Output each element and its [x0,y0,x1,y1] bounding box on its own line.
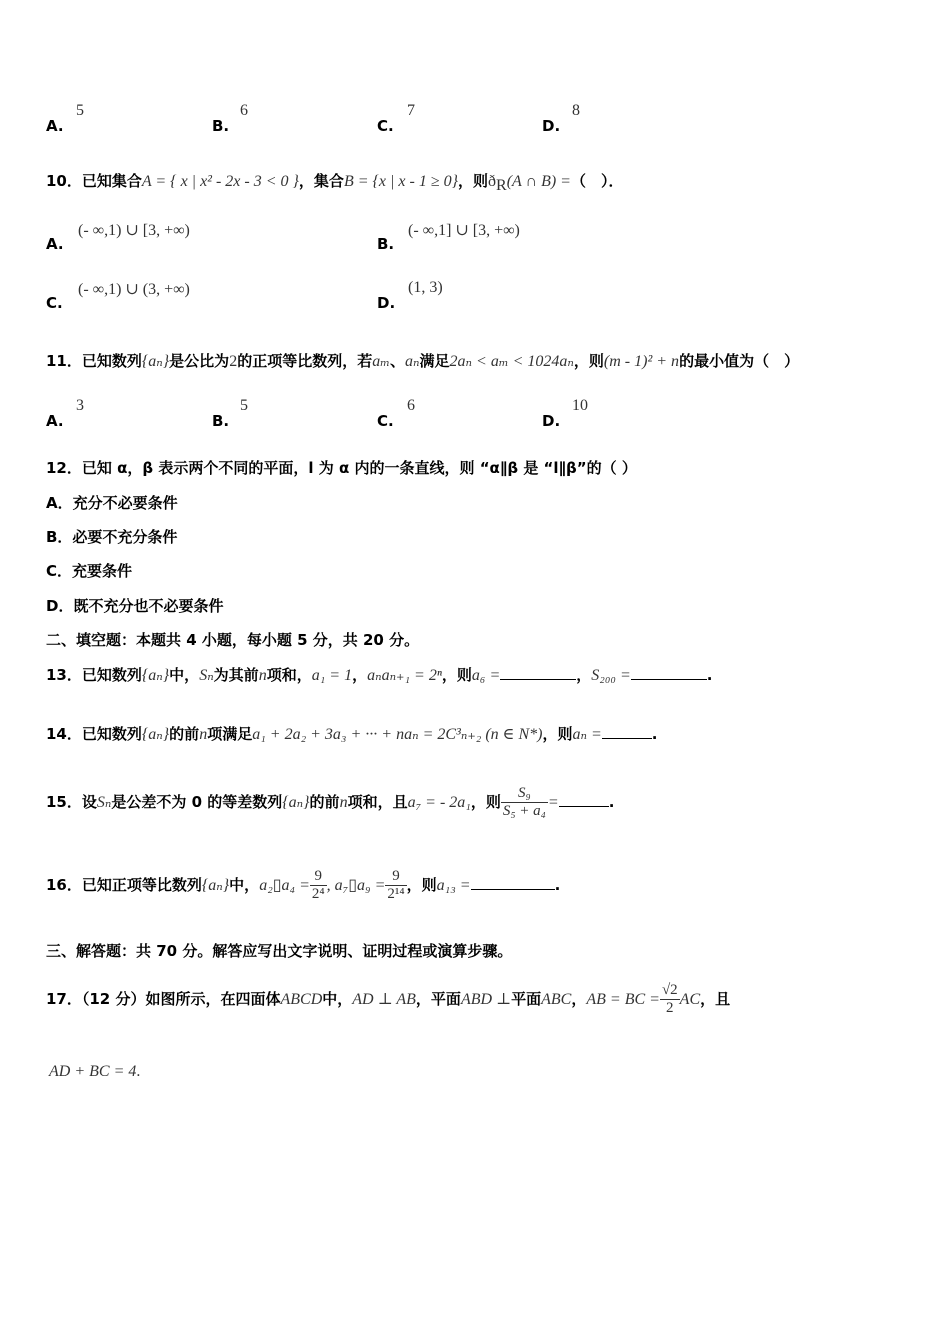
q17-line-2 [49,1062,140,1081]
q16-cond-2: , a₇▯a₉ = [326,877,386,894]
q11-option-b-value: 5 [240,397,248,414]
q17-text: ， [571,990,587,1008]
section-2-heading: 二、填空题：本题共 4 小题，每小题 5 分，共 20 分。 [46,631,420,649]
q15-number: 15． [46,793,82,811]
q15-fraction-numerator: S₉ [501,785,548,803]
q14-text: 项满足 [207,725,253,743]
q16-fraction-2-denominator: 2¹⁴ [387,886,405,902]
q17-fraction-numerator: √2 [661,982,678,998]
q11-inequality: 2aₙ < aₘ < 1024aₙ [449,353,574,370]
q11-text: 是公比为 [169,352,230,370]
q13-text: 项和， [266,666,312,684]
q10-complement-symbol: ð [488,173,497,190]
q10-set-a: A = { x | x² - 2x - 3 < 0 } [141,173,299,190]
q9-option-a-label[interactable]: A. [46,117,64,135]
q10-set-b: B = {x | x - 1 ≥ 0} [343,173,459,190]
q16-text: 已知正项等比数列 [81,876,202,894]
q10-expression: (A ∩ B) = [506,173,571,190]
q17-text: 平面 [511,990,542,1008]
q13-text: 中， [169,666,200,684]
q9-option-b-label[interactable]: B. [212,117,230,135]
question-11 [46,350,799,371]
q10-option-c-label[interactable]: C. [46,294,63,312]
q14-number: 14． [46,725,82,743]
q11-text: 的正项等比数列，若 [237,352,373,370]
q13-text: ，则 [441,666,472,684]
q11-option-d-label[interactable]: D. [542,412,561,430]
q11-an: aₙ [405,353,420,370]
q13-s200-answer-blank[interactable] [631,665,707,680]
q14-text: . [651,725,658,743]
q16-answer-blank[interactable] [471,875,555,890]
q13-text: . [706,666,713,684]
q9-option-d-value: 8 [572,102,580,119]
q11-text: 的最小值为（ ） [679,352,800,370]
q10-text: 已知集合 [81,172,142,190]
question-10 [46,170,623,195]
q9-option-b-value: 6 [240,102,248,119]
q17-condition-3: AD + BC = 4 [49,1063,137,1080]
q10-option-b-value: (- ∞,1] ∪ [3, +∞) [408,222,520,239]
q15-text: 设 [81,793,97,811]
q15-text: 的前 [309,793,340,811]
q17-abcd: ABCD [280,991,323,1008]
q17-fraction [660,982,680,1017]
q16-fraction-1-denominator: 2⁴ [311,886,325,902]
q16-number: 16． [46,876,82,894]
q15-text: 项和，且 [347,793,408,811]
q13-sn: Sₙ [199,667,214,684]
q15-n: n [339,794,348,811]
q11-text: 满足 [419,352,450,370]
q11-am: aₘ [372,353,391,370]
q9-option-d-label[interactable]: D. [542,117,561,135]
q11-number: 11． [46,352,82,370]
q15-equals: = [547,794,559,811]
question-13 [46,664,712,685]
q11-option-a-value: 3 [76,397,84,414]
q13-text: ， [576,666,592,684]
q15-text: 是公差不为 0 的等差数列 [111,793,283,811]
q13-a6: a₆ = [471,667,501,684]
q10-option-d-value: (1, 3) [408,279,443,296]
q16-text: 中， [229,876,260,894]
q15-fraction-denominator: S₅ + a₄ [502,803,546,819]
q10-text: （ ）． [570,172,624,190]
q15-answer-blank[interactable] [559,792,609,807]
q10-option-d-label[interactable]: D. [377,294,396,312]
q14-sequence: {aₙ} [141,726,170,743]
q10-text: ，集合 [298,172,344,190]
q15-sequence: {aₙ} [282,794,310,811]
question-17 [46,982,730,1017]
section-3-heading: 三、解答题：共 70 分。解答应写出文字说明、证明过程或演算步骤。 [46,942,513,960]
q13-a6-answer-blank[interactable] [500,665,576,680]
q14-text: ，则 [542,725,573,743]
q17-text: ，且 [700,990,731,1008]
q13-s200: S₂₀₀ = [591,667,631,684]
q10-option-c-value: (- ∞,1) ∪ (3, +∞) [78,281,190,298]
q11-text: 已知数列 [81,352,142,370]
q10-complement-sub: R [496,177,507,194]
question-12-stem: 12．已知 α，β 表示两个不同的平面，l 为 α 内的一条直线，则 “α∥β 是 “l∥β”的（ ） [46,459,637,477]
q16-text: ，则 [406,876,437,894]
q13-text: ， [352,666,368,684]
q13-relation: aₙaₙ₊₁ = 2ⁿ [367,667,442,684]
q12-option-b[interactable]: B．必要不充分条件 [46,528,178,546]
q17-cond-2: AB = BC = [586,991,660,1008]
q17-text: 中， [322,990,353,1008]
q11-text: ，则 [573,352,604,370]
q16-text: . [554,876,561,894]
q17-fraction-denominator: 2 [666,1000,674,1016]
q13-number: 13． [46,666,82,684]
q11-option-c-value: 6 [407,397,415,414]
q9-option-c-value: 7 [407,102,415,119]
q17-abd: ABD ⊥ [460,991,512,1008]
q17-number: 17． [46,990,82,1008]
q14-n: n [199,726,208,743]
question-14 [46,723,658,744]
q11-option-c-label[interactable]: C. [377,412,394,430]
q15-sn: Sₙ [96,794,112,811]
q14-an: aₙ = [572,726,602,743]
q16-fraction-1 [310,868,327,903]
q10-option-a-value: (- ∞,1) ∪ [3, +∞) [78,222,190,239]
q12-option-a[interactable]: A．充分不必要条件 [46,494,178,512]
q15-fraction [501,785,548,820]
q11-option-d-value: 10 [572,397,588,414]
q13-text: 已知数列 [81,666,142,684]
q12-option-c[interactable]: C．充要条件 [46,562,133,580]
q11-ratio: 2 [229,353,238,370]
q11-option-b-label[interactable]: B. [212,412,230,430]
q16-a13: a₁₃ = [436,877,471,894]
q11-sequence: {aₙ} [141,353,170,370]
q10-option-b-label[interactable]: B. [377,235,395,253]
q17-cond-1: AD ⊥ AB [352,991,416,1008]
q12-option-d[interactable]: D．既不充分也不必要条件 [46,597,224,615]
q14-text: 的前 [169,725,200,743]
q9-option-c-label[interactable]: C. [377,117,394,135]
q14-text: 已知数列 [81,725,142,743]
q17-text: ，平面 [415,990,461,1008]
q14-equation: a₁ + 2a₂ + 3a₃ + ··· + naₙ = 2C³ₙ₊₂ (n ∈ N*) [252,726,543,743]
q16-sequence: {aₙ} [201,877,230,894]
q11-text: 、 [390,352,406,370]
q9-option-a-value: 5 [76,102,84,119]
q17-text: （12 分）如图所示，在四面体 [81,990,281,1008]
q11-expression: (m - 1)² + n [603,353,680,370]
q15-text: . [608,793,615,811]
q15-text: ，则 [470,793,501,811]
question-16 [46,868,560,903]
q17-ac: AC [679,991,701,1008]
q10-number: 10． [46,172,82,190]
q17-period: . [136,1063,141,1080]
q16-fraction-2-numerator: 9 [385,868,406,886]
q16-cond-1: a₂▯a₄ = [259,877,310,894]
q13-text: 为其前 [213,666,259,684]
q11-option-a-label[interactable]: A. [46,412,64,430]
question-15 [46,785,614,820]
q13-sequence: {aₙ} [141,667,170,684]
q10-text: ，则 [458,172,489,190]
q14-answer-blank[interactable] [602,724,652,739]
q15-condition: a₇ = - 2a₁ [407,794,471,811]
q16-fraction-1-numerator: 9 [310,868,327,886]
q10-option-a-label[interactable]: A. [46,235,64,253]
q13-a1: a₁ = 1 [311,667,353,684]
q17-abc: ABC [541,991,572,1008]
q16-fraction-2 [385,868,406,903]
q13-n: n [258,667,267,684]
